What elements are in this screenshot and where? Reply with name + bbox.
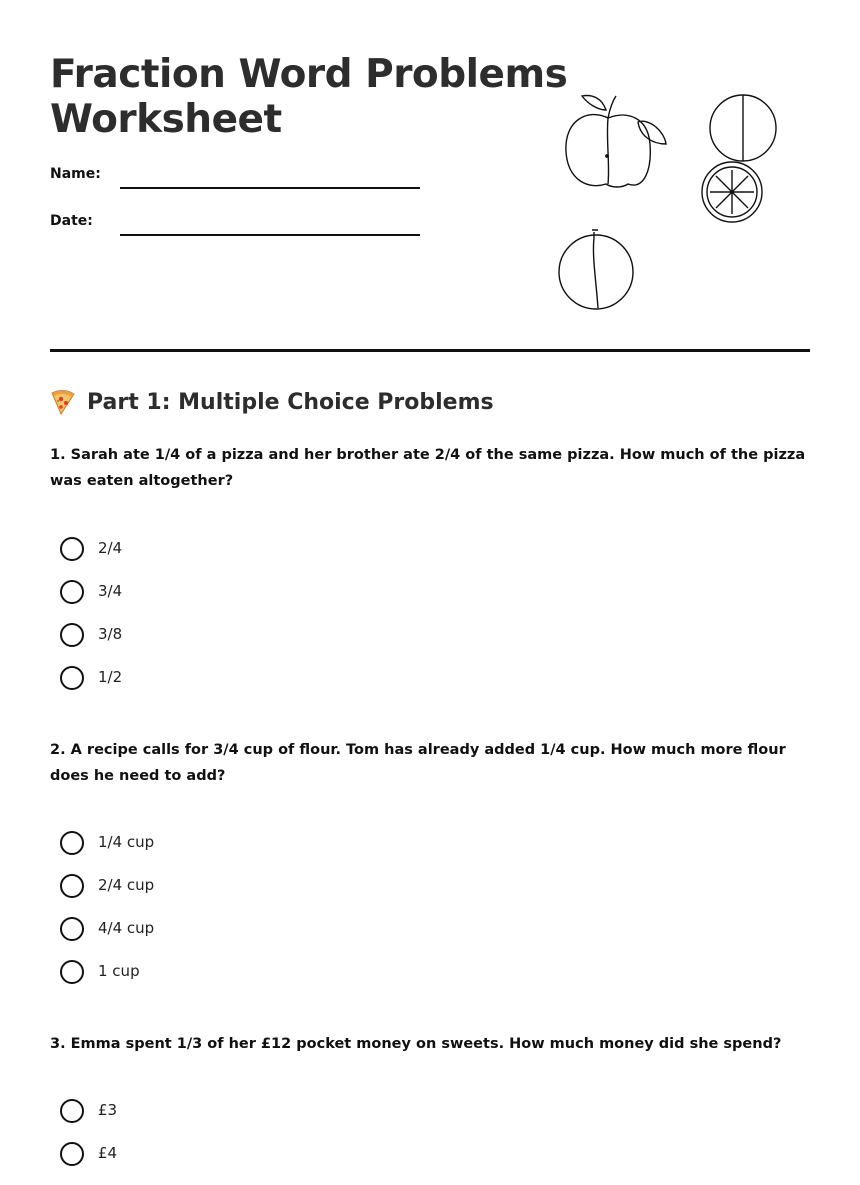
option-row[interactable] <box>60 623 122 666</box>
option-row[interactable] <box>60 960 154 1003</box>
radio-button[interactable] <box>60 623 84 647</box>
option-label: £3 <box>98 1101 118 1119</box>
pizza-slice-icon <box>50 388 76 416</box>
option-label: 2/4 <box>98 539 123 557</box>
option-label: £4 <box>98 1144 118 1162</box>
title-line-1: Fraction Word Problems <box>50 52 568 97</box>
option-label: 1/2 <box>98 668 123 686</box>
radio-button[interactable] <box>60 1099 84 1123</box>
radio-button[interactable] <box>60 917 84 941</box>
option-row[interactable] <box>60 666 122 709</box>
radio-button[interactable] <box>60 874 84 898</box>
question-2-options <box>60 831 154 1003</box>
section-title: Part 1: Multiple Choice Problems <box>87 389 494 415</box>
date-field[interactable] <box>120 234 420 236</box>
name-label: Name: <box>50 166 101 182</box>
option-label: 1/4 cup <box>98 833 155 851</box>
radio-button[interactable] <box>60 666 84 690</box>
option-row[interactable] <box>60 831 154 874</box>
option-row[interactable] <box>60 580 122 623</box>
date-label: Date: <box>50 213 93 229</box>
apple-icon <box>566 96 666 187</box>
orange-slice-icon <box>702 162 762 222</box>
radio-button[interactable] <box>60 960 84 984</box>
radio-button[interactable] <box>60 831 84 855</box>
question-1-options <box>60 537 122 709</box>
question-3: 3. Emma spent 1/3 of her £12 pocket money on sweets. How much money did she spend? <box>50 1036 782 1052</box>
radio-button[interactable] <box>60 580 84 604</box>
option-row[interactable] <box>60 537 122 580</box>
header-divider <box>50 349 810 352</box>
option-row[interactable] <box>60 917 154 960</box>
peach-icon <box>559 230 633 309</box>
option-row[interactable] <box>60 874 154 917</box>
name-field[interactable] <box>120 187 420 189</box>
option-label: 4/4 cup <box>98 919 155 937</box>
radio-button[interactable] <box>60 537 84 561</box>
page-title <box>50 52 567 142</box>
radio-button[interactable] <box>60 1142 84 1166</box>
option-label: 1 cup <box>98 962 140 980</box>
option-label: 3/8 <box>98 625 123 643</box>
part1-heading <box>50 388 494 416</box>
fruit-illustration <box>540 80 800 320</box>
option-row[interactable] <box>60 1142 117 1185</box>
question-2: 2. A recipe calls for 3/4 cup of flour. Tom has already added 1/4 cup. How much more flour does he need to add? <box>50 742 786 784</box>
question-3-options <box>60 1099 117 1185</box>
option-label: 2/4 cup <box>98 876 155 894</box>
option-row[interactable] <box>60 1099 117 1142</box>
question-1: 1. Sarah ate 1/4 of a pizza and her brother ate 2/4 of the same pizza. How much of the pizza was eaten altogether? <box>50 447 806 489</box>
halved-orange-icon <box>710 95 776 161</box>
option-label: 3/4 <box>98 582 123 600</box>
title-line-2: Worksheet <box>50 97 282 142</box>
